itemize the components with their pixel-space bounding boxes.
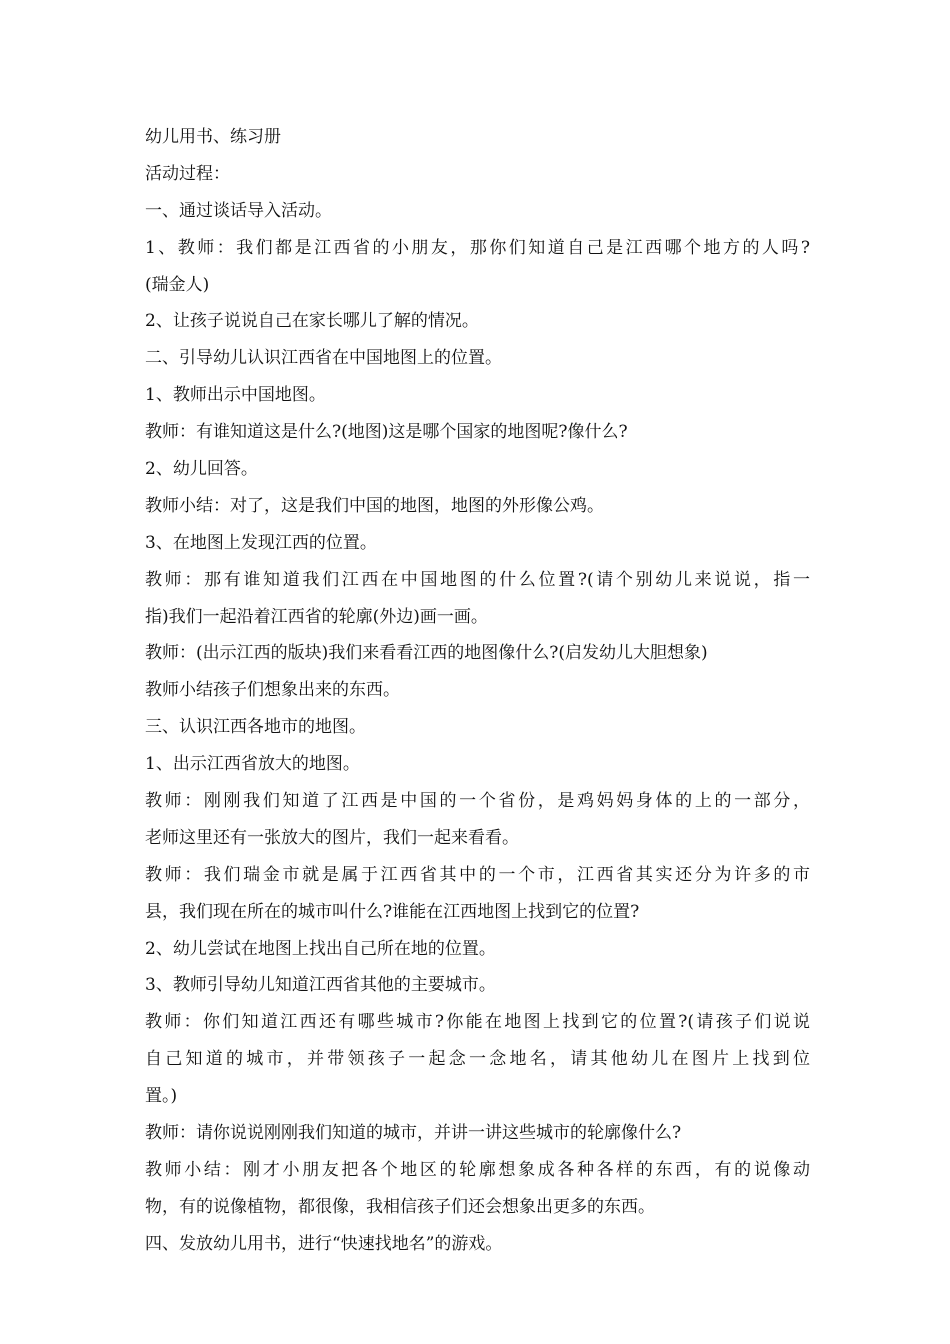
text-line: 2、幼儿回答。 xyxy=(145,459,258,480)
text-line: 教师：我们瑞金市就是属于江西省其中的一个市，江西省其实还分为许多的市 xyxy=(145,864,810,885)
text-line: 教师：你们知道江西还有哪些城市?你能在地图上找到它的位置?(请孩子们说说 xyxy=(145,1012,810,1033)
text-line: 教师小结：对了，这是我们中国的地图，地图的外形像公鸡。 xyxy=(145,495,604,516)
text-line: 1、教师：我们都是江西省的小朋友，那你们知道自己是江西哪个地方的人吗? xyxy=(145,237,810,258)
text-line: 教师：(出示江西的版块)我们来看看江西的地图像什么?(启发幼儿大胆想象) xyxy=(145,643,708,664)
text-line: 指)我们一起沿着江西省的轮廓(外边)画一画。 xyxy=(145,606,488,627)
text-line: 2、幼儿尝试在地图上找出自己所在地的位置。 xyxy=(145,938,496,959)
text-line: 教师：刚刚我们知道了江西是中国的一个省份，是鸡妈妈身体的上的一部分， xyxy=(145,791,810,812)
text-line: 一、通过谈话导入活动。 xyxy=(145,200,332,221)
text-line: 自己知道的城市，并带领孩子一起念一念地名，请其他幼儿在图片上找到位 xyxy=(145,1049,810,1070)
text-line: 县，我们现在所在的城市叫什么?谁能在江西地图上找到它的位置? xyxy=(145,901,640,922)
text-line: 3、教师引导幼儿知道江西省其他的主要城市。 xyxy=(145,975,496,996)
text-line: 教师：有谁知道这是什么?(地图)这是哪个国家的地图呢?像什么? xyxy=(145,422,628,443)
text-line: 物，有的说像植物，都很像，我相信孩子们还会想象出更多的东西。 xyxy=(145,1196,655,1217)
text-line: 教师：那有谁知道我们江西在中国地图的什么位置?(请个别幼儿来说说，指一 xyxy=(145,569,810,590)
text-line: 幼儿用书、练习册 xyxy=(145,127,281,147)
text-line: 四、发放幼儿用书，进行“快速找地名”的游戏。 xyxy=(145,1233,503,1254)
text-line: 教师小结孩子们想象出来的东西。 xyxy=(145,680,400,701)
text-line: 活动过程： xyxy=(145,163,230,184)
text-line: 置。) xyxy=(145,1086,178,1107)
text-line: 2、让孩子说说自己在家长哪儿了解的情况。 xyxy=(145,311,479,332)
text-line: 教师：请你说说刚刚我们知道的城市，并讲一讲这些城市的轮廓像什么? xyxy=(145,1123,682,1144)
text-line: 3、在地图上发现江西的位置。 xyxy=(145,532,377,553)
document-page xyxy=(145,119,810,1263)
text-line: 三、认识江西各地市的地图。 xyxy=(145,717,366,738)
text-line: (瑞金人) xyxy=(145,274,210,295)
text-line: 教师小结：刚才小朋友把各个地区的轮廓想象成各种各样的东西，有的说像动 xyxy=(145,1159,810,1180)
text-line: 1、教师出示中国地图。 xyxy=(145,385,326,406)
text-line: 1、出示江西省放大的地图。 xyxy=(145,754,360,775)
text-line: 二、引导幼儿认识江西省在中国地图上的位置。 xyxy=(145,348,502,369)
text-line: 老师这里还有一张放大的图片，我们一起来看看。 xyxy=(145,827,519,848)
